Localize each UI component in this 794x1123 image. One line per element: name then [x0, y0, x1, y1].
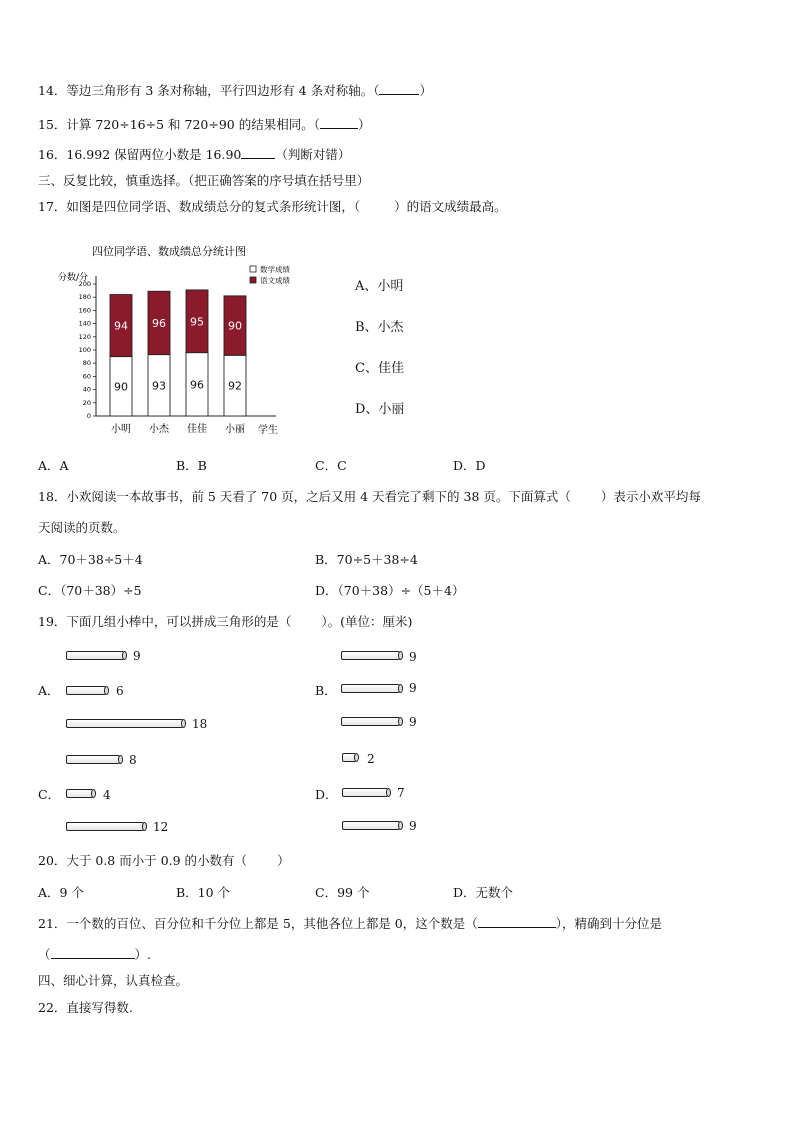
stick [66, 789, 93, 798]
q17-option-a[interactable]: A．A [38, 458, 69, 473]
chart-option-a: A、小明 [355, 279, 404, 294]
stick [341, 717, 400, 726]
stick-length: 9 [409, 650, 417, 664]
stick [66, 755, 120, 764]
answer-blank[interactable] [320, 116, 358, 129]
legend-label: 数学成绩 [260, 265, 290, 274]
stacked-bar-chart [58, 240, 322, 440]
chart-option-c: C、佳佳 [355, 361, 404, 376]
q18-option-d[interactable]: D．（70＋38）÷（5＋4） [315, 583, 465, 598]
category-label: 小丽 [225, 424, 245, 435]
q18-line: 18．小欢阅读一本故事书，前 5 天看了 70 页，之后又用 4 天看完了剩下的 38 页。下面算式（ ）表示小欢平均每 [38, 489, 701, 504]
q15-line: 15．计算 720÷16÷5 和 720÷90 的结果相同。（ ） [38, 117, 371, 132]
y-tick-label: 200 [78, 280, 91, 288]
stick-length: 6 [116, 684, 124, 698]
stick-length: 12 [153, 820, 169, 834]
q20-option-b[interactable]: B．10 个 [176, 885, 231, 900]
stick [341, 651, 400, 660]
q18-line-2: 天阅读的页数。 [38, 520, 126, 535]
chart-bars [110, 290, 246, 435]
bar-value-label: 95 [190, 315, 204, 329]
y-tick-label: 160 [78, 306, 91, 315]
stick-length: 8 [129, 753, 137, 767]
stick [66, 651, 124, 660]
bar-value-label: 94 [114, 319, 128, 333]
q20-option-c[interactable]: C．99 个 [315, 885, 370, 900]
q19-option-c-label[interactable]: C． [38, 787, 61, 802]
q18-option-b[interactable]: B．70÷5＋38÷4 [315, 552, 418, 567]
y-tick-label: 120 [78, 332, 91, 341]
stick-length: 4 [103, 788, 111, 802]
q19-option-d-label[interactable]: D． [315, 787, 338, 802]
stick-length: 7 [397, 786, 405, 800]
y-tick-label: 140 [78, 319, 91, 328]
q14-line: 14．等边三角形有 3 条对称轴，平行四边形有 4 条对称轴。（ ） [38, 83, 432, 98]
section-3-heading: 三、反复比较，慎重选择。（把正确答案的序号填在括号里） [38, 173, 370, 188]
chart-option-d: D、小丽 [355, 402, 405, 417]
stick-length: 9 [409, 715, 417, 729]
stick-length: 18 [192, 717, 208, 731]
y-tick-label: 40 [82, 385, 91, 394]
stick-length: 9 [409, 819, 417, 833]
stick [342, 753, 356, 762]
stick-length: 9 [409, 681, 417, 695]
stick [341, 684, 400, 693]
q17-line: 17．如图是四位同学语、数成绩总分的复式条形统计图，（ ）的语文成绩最高。 [38, 199, 507, 214]
answer-blank[interactable] [241, 146, 275, 159]
bar-value-label: 96 [190, 378, 204, 392]
q20-option-d[interactable]: D．无数个 [453, 885, 514, 900]
bar-value-label: 92 [228, 379, 242, 393]
y-tick-label: 0 [86, 412, 91, 420]
stick [66, 719, 183, 728]
stick [66, 822, 144, 831]
bar-value-label: 90 [114, 380, 128, 394]
y-tick-label: 100 [78, 346, 91, 354]
bar-value-label: 96 [152, 316, 166, 330]
answer-blank[interactable] [478, 915, 556, 928]
category-label: 小杰 [149, 424, 169, 435]
bar-value-label: 90 [228, 319, 242, 333]
legend-swatch [250, 277, 256, 283]
q17-option-c[interactable]: C．C [315, 458, 347, 473]
q19-option-b-label[interactable]: B． [315, 683, 337, 698]
stick [342, 788, 388, 797]
chart-legend [250, 264, 290, 285]
q18-option-c[interactable]: C．（70＋38）÷5 [38, 583, 142, 598]
bar-value-label: 93 [152, 379, 166, 393]
y-tick-label: 180 [78, 293, 91, 302]
legend-swatch [250, 266, 256, 272]
q22-line: 22．直接写得数. [38, 1000, 133, 1015]
category-label: 小明 [111, 424, 131, 435]
q16-line: 16．16.992 保留两位小数是 16.90 （判断对错） [38, 147, 351, 162]
chart-xlabel: 学生 [258, 425, 278, 436]
chart-title: 四位同学语、数成绩总分统计图 [92, 245, 246, 258]
q19-option-a-label[interactable]: A． [38, 683, 60, 698]
y-tick-label: 60 [82, 372, 91, 381]
section-4-heading: 四、细心计算，认真检查。 [38, 973, 189, 988]
stick-length: 2 [367, 752, 375, 766]
y-tick-label: 20 [82, 398, 91, 407]
chart-ylabel: 分数/分 [58, 273, 89, 283]
chart-option-b: B、小杰 [355, 320, 404, 335]
q19-line: 19．下面几组小棒中，可以拼成三角形的是（ ）。(单位：厘米) [38, 614, 413, 629]
q21-line-2: （ ）. [38, 947, 151, 962]
stick [66, 686, 106, 695]
q17-option-b[interactable]: B．B [176, 458, 207, 473]
q20-option-a[interactable]: A．9 个 [38, 885, 84, 900]
y-tick-label: 80 [82, 359, 91, 368]
stick-length: 9 [133, 649, 141, 663]
legend-label: 语文成绩 [260, 276, 290, 285]
answer-blank[interactable] [51, 946, 135, 959]
q18-option-a[interactable]: A．70＋38÷5＋4 [38, 552, 143, 567]
answer-blank[interactable] [379, 82, 419, 95]
q21-line: 21．一个数的百位、百分位和千分位上都是 5，其他各位上都是 0，这个数是（ ），精确到十分位是 [38, 916, 663, 931]
q17-option-d[interactable]: D．D [453, 458, 486, 473]
q20-line: 20．大于 0.8 而小于 0.9 的小数有（ ） [38, 853, 290, 868]
category-label: 佳佳 [187, 424, 207, 435]
stick [342, 821, 400, 830]
